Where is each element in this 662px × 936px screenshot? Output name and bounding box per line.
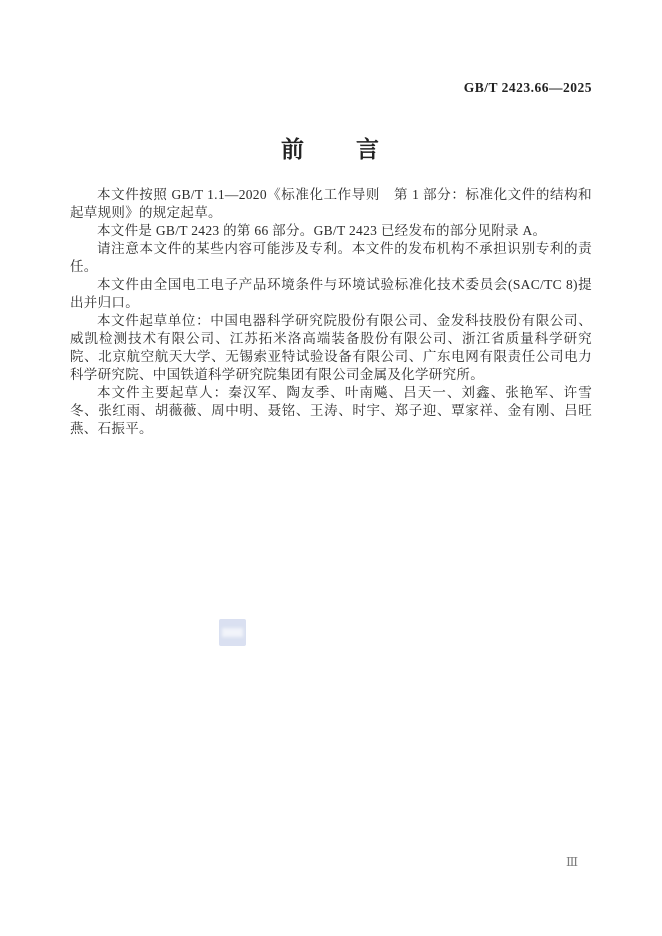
- foreword-body: [70, 186, 592, 438]
- foreword-paragraph-drafting-rules: 本文件按照 GB/T 1.1—2020《标准化工作导则 第 1 部分：标准化文件的结构和起草规则》的规定起草。: [70, 187, 592, 220]
- foreword-paragraph-patent-notice: 请注意本文件的某些内容可能涉及专利。本文件的发布机构不承担识别专利的责任。: [70, 241, 592, 274]
- foreword-paragraph-committee: 本文件由全国电工电子产品环境条件与环境试验标准化技术委员会(SAC/TC 8)提出并归口。: [70, 277, 592, 310]
- standard-number: GB/T 2423.66—2025: [463, 80, 592, 95]
- foreword-paragraph-drafting-organizations: 本文件起草单位：中国电器科学研究院股份有限公司、金发科技股份有限公司、威凯检测技术有限公司、江苏拓米洛高端装备股份有限公司、浙江省质量科学研究院、北京航空航天大学、无锡索亚特试验设备有限公司、广东电网有限责任公司电力科学研究院、中国铁道科学研究院集团有限公司金属及化学研究所。: [70, 313, 592, 382]
- page-title: 前 言: [281, 137, 381, 162]
- watermark-glyph: [222, 628, 243, 637]
- foreword-paragraph-part-info: 本文件是 GB/T 2423 的第 66 部分。GB/T 2423 已经发布的部分见附录 A。: [97, 223, 547, 238]
- foreword-paragraph-drafters: 本文件主要起草人：秦汉军、陶友季、叶南飚、吕天一、刘鑫、张艳军、许雪冬、张红雨、胡薇薇、周中明、聂铭、王涛、时宇、郑子迎、覃家祥、金有刚、吕旺燕、石振平。: [70, 385, 592, 436]
- page-header: [70, 79, 592, 97]
- watermark-stamp: [219, 619, 246, 646]
- page-number: Ⅲ: [566, 854, 579, 869]
